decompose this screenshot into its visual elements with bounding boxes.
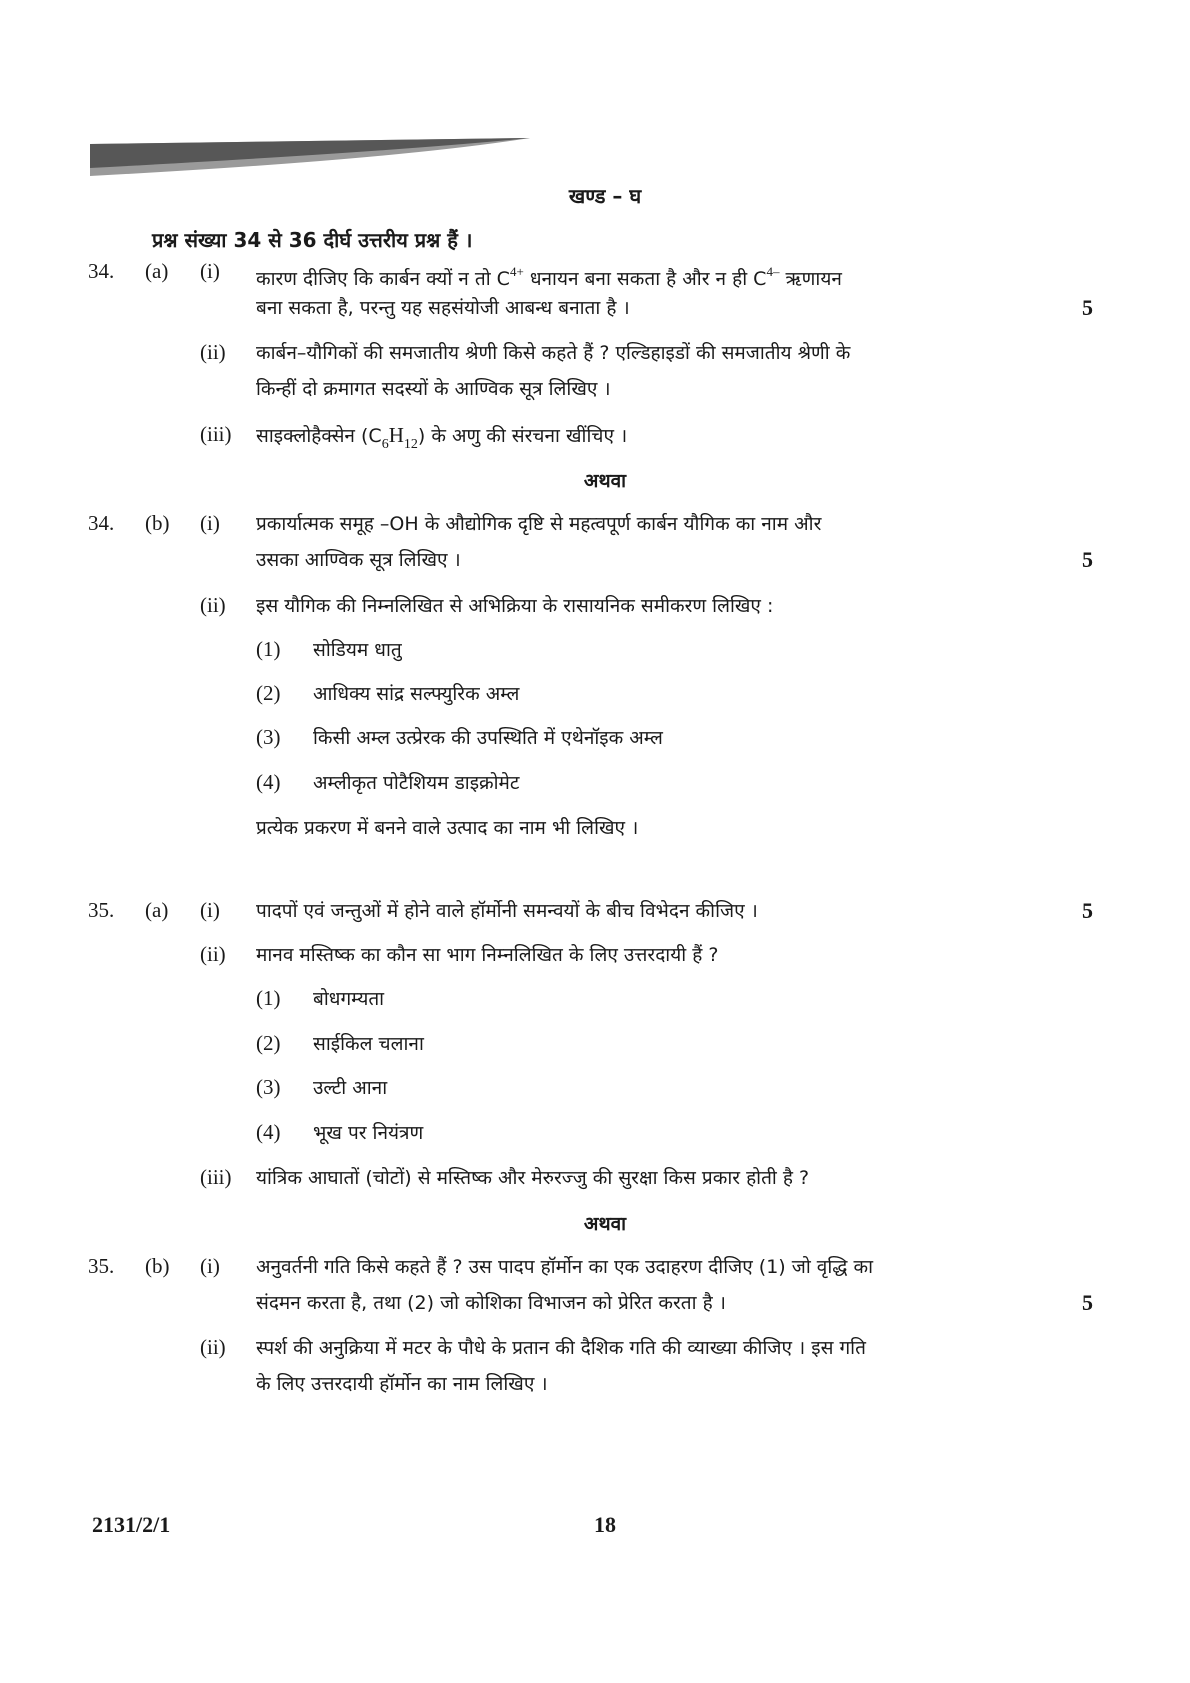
header-decoration bbox=[90, 138, 530, 176]
subpart-label: (ii) bbox=[200, 942, 226, 966]
or-divider: अथवा bbox=[583, 1213, 627, 1235]
section-title: खण्ड – घ bbox=[568, 184, 642, 208]
list-item: भूख पर नियंत्रण bbox=[313, 1122, 424, 1144]
list-item-label: (1) bbox=[256, 637, 281, 661]
subpart-label: (i) bbox=[200, 511, 220, 535]
subpart-label: (iii) bbox=[200, 1165, 232, 1189]
subpart-label: (iii) bbox=[200, 422, 232, 446]
question-text: उसका आण्विक सूत्र लिखिए । bbox=[256, 549, 461, 571]
list-item: आधिक्य सांद्र सल्फ्युरिक अम्ल bbox=[313, 683, 520, 705]
question-text: प्रत्येक प्रकरण में बनने वाले उत्पाद का नाम भी लिखिए । bbox=[256, 817, 639, 839]
question-text: यांत्रिक आघातों (चोटों) से मस्तिष्क और मेरुरज्जु की सुरक्षा किस प्रकार होती है ? bbox=[256, 1167, 810, 1189]
superscript: 4+ bbox=[509, 264, 524, 279]
or-divider: अथवा bbox=[583, 470, 627, 492]
marks: 5 bbox=[1082, 547, 1093, 572]
subscript: 6 bbox=[381, 437, 389, 452]
question-part: (a) bbox=[145, 259, 169, 283]
subpart-label: (i) bbox=[200, 259, 220, 283]
question-text: अनुवर्तनी गति किसे कहते हैं ? उस पादप हॉर्मोन का एक उदाहरण दीजिए (1) जो वृद्धि का bbox=[256, 1256, 874, 1278]
list-item-label: (3) bbox=[256, 1075, 281, 1099]
question-part: (b) bbox=[145, 1254, 170, 1278]
page-number: 18 bbox=[594, 1512, 616, 1537]
question-text: संदमन करता है, तथा (2) जो कोशिका विभाजन को प्रेरित करता है । bbox=[256, 1292, 726, 1314]
list-item-label: (2) bbox=[256, 1031, 281, 1055]
list-item-label: (3) bbox=[256, 725, 281, 749]
question-text: इस यौगिक की निम्नलिखित से अभिक्रिया के रासायनिक समीकरण लिखिए : bbox=[256, 595, 774, 617]
subpart-label: (i) bbox=[200, 898, 220, 922]
list-item-label: (4) bbox=[256, 770, 281, 794]
superscript: 4– bbox=[766, 264, 780, 279]
question-number: 35. bbox=[88, 898, 115, 922]
question-text: कार्बन–यौगिकों की समजातीय श्रेणी किसे कहते हैं ? एल्डिहाइडों की समजातीय श्रेणी के bbox=[256, 342, 851, 364]
question-number: 34. bbox=[88, 511, 115, 535]
list-item: किसी अम्ल उत्प्रेरक की उपस्थिति में एथेनॉइक अम्ल bbox=[313, 727, 663, 749]
subpart-label: (ii) bbox=[200, 340, 226, 364]
question-text: के लिए उत्तरदायी हॉर्मोन का नाम लिखिए । bbox=[256, 1373, 548, 1395]
list-item: अम्लीकृत पोटैशियम डाइक्रोमेट bbox=[313, 772, 520, 794]
question-text: कारण दीजिए कि कार्बन क्यों न तो $C^{4+}$ धनायन बना सकता है और न ही $C^{4-}$ ऋणायन bbox=[256, 264, 842, 290]
question-text: मानव मस्तिष्क का कौन सा भाग निम्नलिखित के लिए उत्तरदायी हैं ? bbox=[256, 944, 719, 966]
question-text: बना सकता है, परन्तु यह सहसंयोजी आबन्ध बनाता है । bbox=[256, 297, 630, 319]
list-item: उल्टी आना bbox=[313, 1077, 388, 1099]
question-text: स्पर्श की अनुक्रिया में मटर के पौधे के प्रतान की दैशिक गति की व्याख्या कीजिए । इस गति bbox=[256, 1337, 866, 1359]
list-item-label: (4) bbox=[256, 1120, 281, 1144]
paper-code: 2131/2/1 bbox=[92, 1512, 171, 1537]
subpart-label: (ii) bbox=[200, 593, 226, 617]
question-text: पादपों एवं जन्तुओं में होने वाले हॉर्मोनी समन्वयों के बीच विभेदन कीजिए । bbox=[256, 900, 758, 922]
question-number: 34. bbox=[88, 259, 115, 283]
subpart-label: (ii) bbox=[200, 1335, 226, 1359]
question-part: (b) bbox=[145, 511, 170, 535]
list-item-label: (1) bbox=[256, 986, 281, 1010]
subpart-label: (i) bbox=[200, 1254, 220, 1278]
list-item: बोधगम्यता bbox=[313, 988, 385, 1010]
question-text: साइक्लोहैक्सेन $(C_6H_{12})$ के अणु की संरचना खींचिए । bbox=[256, 423, 628, 452]
marks: 5 bbox=[1082, 898, 1093, 923]
list-item: साईकिल चलाना bbox=[313, 1033, 424, 1055]
list-item: सोडियम धातु bbox=[313, 639, 402, 661]
subscript: 12 bbox=[403, 437, 418, 452]
section-instruction: प्रश्न संख्या 34 से 36 दीर्घ उत्तरीय प्रश्न हैं । bbox=[152, 228, 473, 252]
question-text: प्रकार्यात्मक समूह –OH के औद्योगिक दृष्टि से महत्वपूर्ण कार्बन यौगिक का नाम और bbox=[256, 513, 822, 535]
question-text: किन्हीं दो क्रमागत सदस्यों के आण्विक सूत्र लिखिए । bbox=[256, 378, 611, 400]
marks: 5 bbox=[1082, 1290, 1093, 1315]
marks: 5 bbox=[1082, 295, 1093, 320]
list-item-label: (2) bbox=[256, 681, 281, 705]
question-part: (a) bbox=[145, 898, 169, 922]
question-number: 35. bbox=[88, 1254, 115, 1278]
